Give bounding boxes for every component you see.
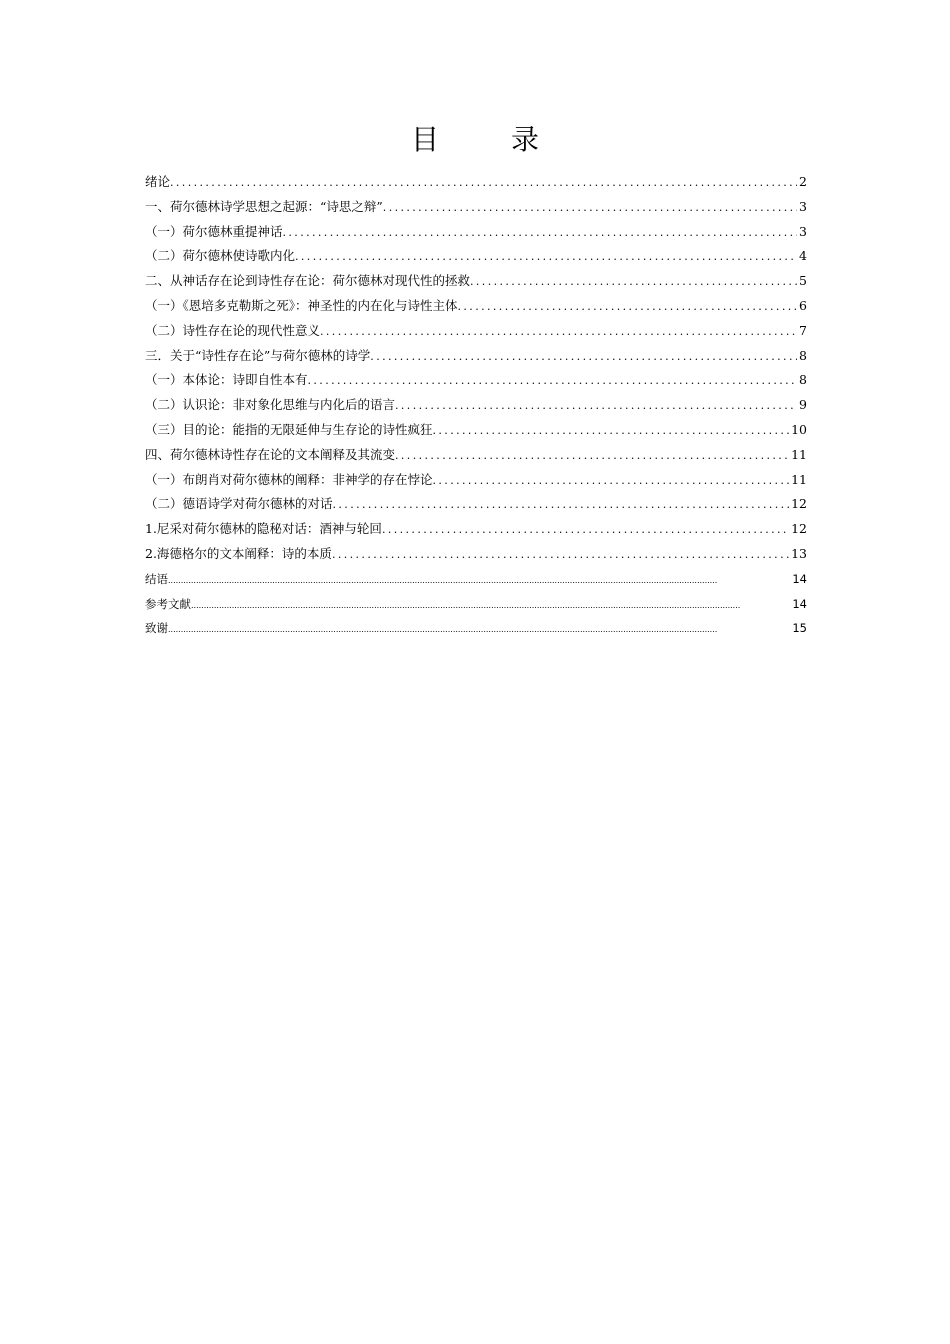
toc-entry-label: 一、荷尔德林诗学思想之起源：“诗思之辩”: [145, 198, 383, 214]
toc-entry[interactable]: [145, 269, 807, 294]
toc-entry[interactable]: [145, 517, 807, 542]
dot-leader: [308, 369, 798, 393]
toc-entry-label: 三．关于“诗性存在论”与荷尔德林的诗学: [145, 347, 371, 363]
toc-entry-page: 14: [792, 571, 807, 586]
toc-entry-page: 6: [799, 297, 807, 313]
toc-entry[interactable]: [145, 567, 807, 592]
toc-entry-label: （二）诗性存在论的现代性意义: [145, 322, 321, 338]
toc-entry-page: 3: [799, 223, 807, 239]
toc-entry-page: 4: [799, 248, 807, 264]
toc-entry[interactable]: [145, 220, 807, 245]
toc-entry-page: 14: [792, 596, 807, 611]
toc-entry-label: 参考文献: [145, 596, 191, 611]
toc-entry-label: （一）本体论：诗即自性本有: [145, 372, 308, 388]
toc-entry-label: 二、从神话存在论到诗性存在论：荷尔德林对现代性的拯救: [145, 273, 471, 289]
toc-entry[interactable]: [145, 344, 807, 369]
toc-entry-page: 12: [791, 521, 807, 537]
dot-leader: [283, 221, 798, 245]
toc-entry-page: 10: [791, 421, 807, 437]
toc-entry-page: 12: [791, 496, 807, 512]
toc-entry-label: 1.尼采对荷尔德林的隐秘对话：酒神与轮回: [145, 521, 382, 537]
dot-leader: [382, 518, 789, 542]
toc-entry-label: 致谢: [145, 621, 168, 636]
dot-leader: [320, 320, 797, 344]
toc-entry[interactable]: [145, 592, 807, 617]
toc-entry[interactable]: [145, 418, 807, 443]
toc-entry-page: 13: [791, 545, 807, 561]
toc-entry[interactable]: [145, 542, 807, 567]
toc-entry-page: 2: [799, 174, 807, 189]
toc-entry-label: （二）认识论：非对象化思维与内化后的语言: [145, 397, 396, 413]
dot-leader: [332, 543, 789, 567]
toc-entry-label: （二）荷尔德林使诗歌内化: [145, 248, 296, 264]
toc-entry[interactable]: [145, 393, 807, 418]
toc-entry[interactable]: [145, 616, 807, 641]
dot-leader: [458, 295, 798, 319]
toc-entry-page: 7: [799, 322, 807, 338]
dot-leader: [383, 196, 797, 220]
dot-leader: [295, 245, 797, 269]
dot-leader: [168, 569, 790, 592]
toc-entry-page: 3: [799, 198, 807, 214]
toc-entry[interactable]: [145, 492, 807, 517]
toc-entry-label: （一）荷尔德林重提神话: [145, 223, 283, 239]
dot-leader: [168, 618, 790, 641]
toc-entry[interactable]: [145, 319, 807, 344]
dot-leader: [333, 493, 790, 517]
toc-entry-page: 9: [799, 397, 807, 413]
toc-entry-page: 8: [799, 347, 807, 363]
toc-entry-page: 8: [799, 372, 807, 388]
toc-entry[interactable]: [145, 294, 807, 319]
toc-entry-label: （三）目的论：能指的无限延伸与生存论的诗性疯狂: [145, 421, 433, 437]
toc-entry-page: 11: [791, 471, 807, 487]
toc-entry-label: （二）德语诗学对荷尔德林的对话: [145, 496, 333, 512]
dot-leader: [395, 444, 789, 468]
toc-entry[interactable]: [145, 170, 807, 195]
toc-entry-label: 2.海德格尔的文本阐释：诗的本质: [145, 545, 332, 561]
toc-title: 目 录: [410, 123, 561, 156]
toc-entry[interactable]: [145, 468, 807, 493]
toc-entry[interactable]: [145, 443, 807, 468]
dot-leader: [170, 171, 797, 195]
toc-entry-label: （一）《恩培多克勒斯之死》：神圣性的内在化与诗性主体: [145, 297, 458, 313]
toc-entry[interactable]: [145, 368, 807, 393]
toc-entry-page: 5: [799, 273, 807, 289]
dot-leader: [191, 594, 790, 617]
toc-entry-label: 四、荷尔德林诗性存在论的文本阐释及其流变: [145, 446, 396, 462]
toc-entry-label: （一）布朗肖对荷尔德林的阐释：非神学的存在悖论: [145, 471, 433, 487]
dot-leader: [395, 394, 797, 418]
table-of-contents: [145, 170, 807, 641]
dot-leader: [470, 270, 797, 294]
dot-leader: [370, 345, 797, 369]
toc-entry[interactable]: [145, 195, 807, 220]
toc-entry[interactable]: [145, 244, 807, 269]
toc-entry-page: 11: [791, 446, 807, 462]
dot-leader: [433, 469, 790, 493]
toc-entry-page: 15: [792, 621, 807, 636]
toc-entry-label: 绪论: [145, 174, 171, 189]
toc-entry-label: 结语: [145, 571, 168, 586]
dot-leader: [433, 419, 790, 443]
